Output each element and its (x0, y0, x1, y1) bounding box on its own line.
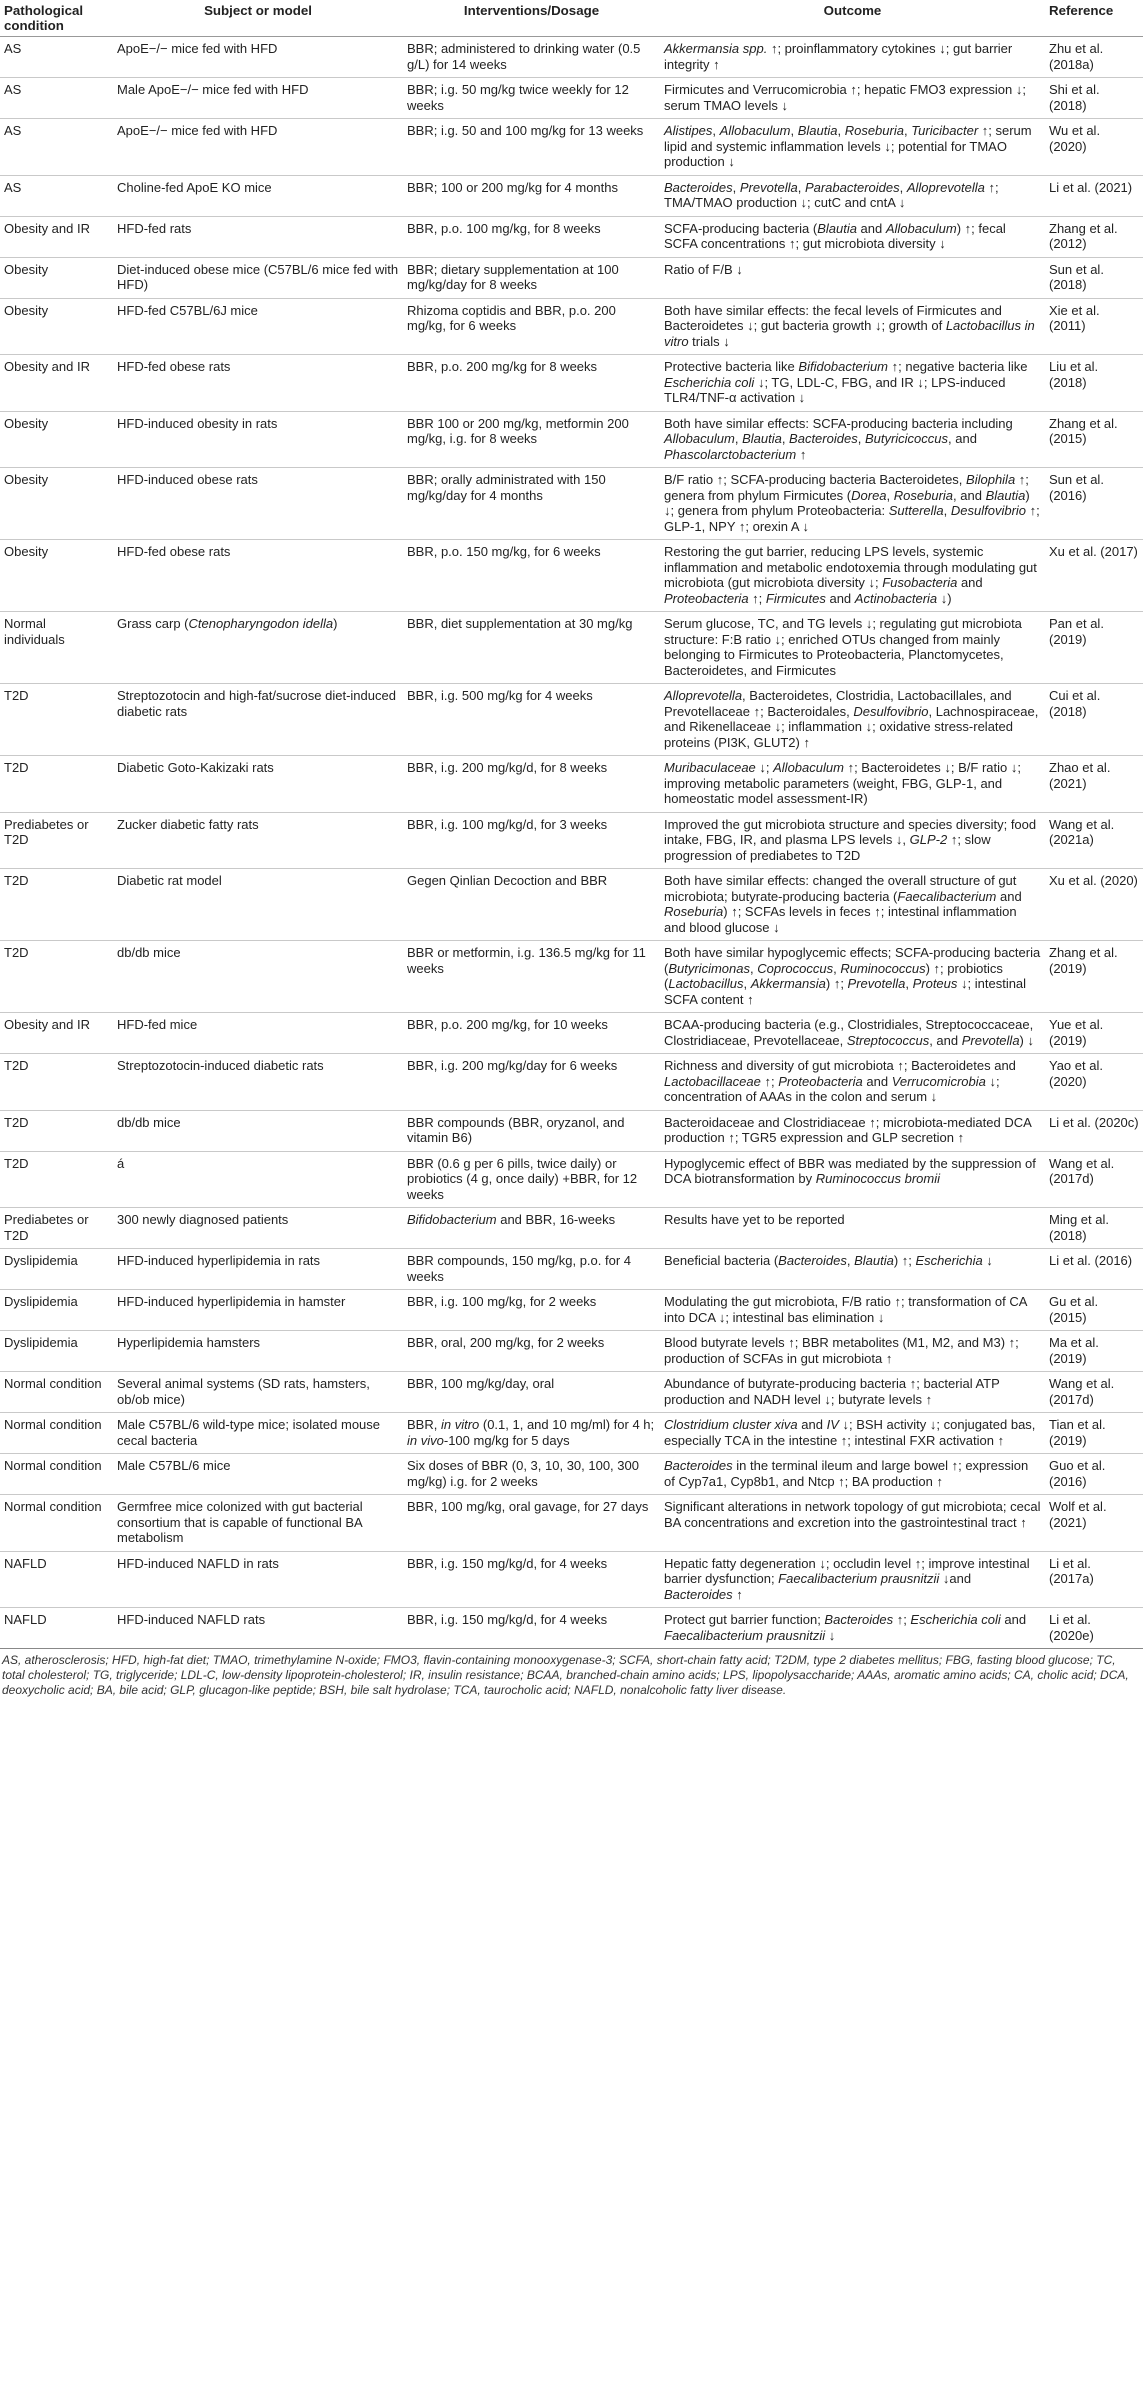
cell-outcome: Bacteroides in the terminal ileum and large bowel ↑; expression of Cyp7a1, Cyp8b1, and Ntcp ↑; BA production ↑ (664, 1458, 1029, 1489)
table-row (0, 1495, 1143, 1552)
cell-intervention: BBR; i.g. 50 and 100 mg/kg for 13 weeks (407, 123, 644, 138)
header-reference: Reference (1049, 3, 1114, 18)
cell-condition: Dyslipidemia (4, 1294, 78, 1309)
cell-condition: T2D (4, 1155, 29, 1171)
cell-subject: HFD-fed rats (117, 220, 192, 236)
table-row (0, 540, 1143, 612)
cell-intervention: BBR compounds (BBR, oryzanol, and vitamin B6) (407, 1114, 625, 1145)
table-row (0, 216, 1143, 257)
cell-outcome: Modulating the gut microbiota, F/B ratio ↑; transformation of CA into DCA ↓; intestinal bas elimination ↓ (664, 1294, 1027, 1325)
cell-condition: Obesity (4, 302, 49, 318)
cell-reference: Zhu et al. (2018a) (1049, 41, 1104, 72)
table-row (0, 1013, 1143, 1054)
cell-outcome: Protect gut barrier function; Bacteroides ↑; Escherichia coli and Faecalibacterium prausnitzii ↓ (664, 1612, 1027, 1643)
cell-subject: HFD-induced obesity in rats (117, 415, 278, 431)
cell-outcome: Alloprevotella, Bacteroidetes, Clostridia, Lactobacillales, and Prevotellaceae ↑; Bacteroidales, Desulfovibrio, Lachnospiraceae, and Rikenellaceae ↓; inflammation ↓; oxidative stress-related proteins (PI3K, GLUT2) ↑ (664, 688, 1039, 750)
table-row (0, 1208, 1143, 1249)
cell-condition: NAFLD (4, 1612, 47, 1627)
cell-condition: AS (4, 179, 22, 195)
cell-subject: 300 newly diagnosed patients (117, 1212, 289, 1227)
table-row (0, 1249, 1143, 1290)
cell-outcome: Firmicutes and Verrucomicrobia ↑; hepatic FMO3 expression ↓; serum TMAO levels ↓ (664, 82, 1026, 113)
cell-outcome: Abundance of butyrate-producing bacteria ↑; bacterial ATP production and NADH level ↓; butyrate levels ↑ (664, 1376, 1000, 1407)
cell-condition: T2D (4, 873, 29, 888)
cell-reference: Shi et al. (2018) (1049, 82, 1100, 113)
table-row (0, 869, 1143, 941)
table-row (0, 78, 1143, 119)
cell-subject: HFD-induced hyperlipidemia in rats (117, 1253, 321, 1268)
cell-reference: Tian et al. (2019) (1049, 1417, 1106, 1448)
cell-subject: Male C57BL/6 wild-type mice; isolated mouse cecal bacteria (117, 1417, 381, 1448)
cell-intervention: Gegen Qinlian Decoction and BBR (407, 873, 608, 888)
cell-intervention: Rhizoma coptidis and BBR, p.o. 200 mg/kg, for 6 weeks (407, 302, 616, 333)
table-row (0, 1290, 1143, 1331)
cell-outcome: Results have yet to be reported (664, 1212, 845, 1227)
cell-subject: Grass carp (Ctenopharyngodon idella) (117, 616, 338, 631)
cell-subject: HFD-fed C57BL/6J mice (117, 302, 258, 318)
table-row (0, 119, 1143, 176)
table-row (0, 468, 1143, 540)
cell-outcome: Richness and diversity of gut microbiota ↑; Bacteroidetes and Lactobacillaceae ↑; Proteobacteria and Verrucomicrobia ↓; concentration of AAAs in the colon and serum ↓ (664, 1058, 1016, 1104)
table-header (0, 0, 1143, 37)
cell-reference: Li et al. (2020c) (1049, 1114, 1139, 1130)
cell-reference: Wolf et al. (2021) (1049, 1499, 1107, 1530)
cell-condition: Obesity (4, 544, 49, 559)
cell-subject: db/db mice (117, 945, 181, 960)
cell-condition: Normal condition (4, 1458, 102, 1473)
cell-condition: Obesity (4, 415, 49, 431)
cell-subject: HFD-induced hyperlipidemia in hamster (117, 1294, 346, 1309)
cell-subject: Male ApoE−/− mice fed with HFD (117, 82, 309, 97)
cell-reference: Xie et al. (2011) (1049, 302, 1100, 333)
cell-subject: Several animal systems (SD rats, hamsters, ob/ob mice) (117, 1376, 370, 1407)
table-row (0, 941, 1143, 1013)
cell-reference: Li et al. (2020e) (1049, 1612, 1094, 1643)
cell-intervention: BBR, p.o. 100 mg/kg, for 8 weeks (407, 220, 601, 236)
table-row (0, 1331, 1143, 1372)
cell-condition: AS (4, 41, 22, 56)
cell-reference: Guo et al. (2016) (1049, 1458, 1106, 1489)
cell-subject: Diet-induced obese mice (C57BL/6 mice fed with HFD) (117, 261, 399, 292)
cell-subject: Germfree mice colonized with gut bacterial consortium that is capable of functional BA metabolism (117, 1499, 363, 1545)
cell-outcome: Clostridium cluster xiva and IV ↓; BSH activity ↓; conjugated bas, especially TCA in the intestine ↑; intestinal FXR activation ↑ (664, 1417, 1036, 1448)
cell-reference: Yao et al. (2020) (1049, 1058, 1103, 1089)
cell-subject: HFD-induced NAFLD rats (117, 1612, 266, 1627)
cell-condition: Obesity and IR (4, 220, 90, 236)
cell-subject: Streptozotocin and high-fat/sucrose diet-induced diabetic rats (117, 688, 396, 719)
cell-subject: Zucker diabetic fatty rats (117, 816, 259, 832)
cell-intervention: BBR, 100 mg/kg/day, oral (407, 1376, 555, 1391)
cell-condition: NAFLD (4, 1555, 47, 1571)
cell-intervention: Bifidobacterium and BBR, 16-weeks (407, 1212, 616, 1227)
header-outcome: Outcome (823, 3, 882, 18)
cell-intervention: BBR, in vitro (0.1, 1, and 10 mg/ml) for 4 h; in vivo-100 mg/kg for 5 days (407, 1417, 655, 1448)
table-row (0, 756, 1143, 813)
table-row (0, 612, 1143, 684)
cell-outcome: Bacteroidaceae and Clostridiaceae ↑; microbiota-mediated DCA production ↑; TGR5 expression and GLP secretion ↑ (664, 1114, 1032, 1145)
table-body (0, 37, 1143, 1649)
cell-intervention: BBR, i.g. 150 mg/kg/d, for 4 weeks (407, 1555, 608, 1571)
cell-outcome: Muribaculaceae ↓; Allobaculum ↑; Bacteroidetes ↓; B/F ratio ↓; improving metabolic parameters (weight, FBG, GLP-1, and homeostatic model assessment-IR) (664, 760, 1021, 806)
cell-intervention: BBR 100 or 200 mg/kg, metformin 200 mg/kg, i.g. for 8 weeks (407, 415, 629, 446)
cell-subject: Male C57BL/6 mice (117, 1458, 231, 1473)
cell-reference: Zhang et al. (2015) (1049, 415, 1118, 446)
cell-outcome: Both have similar effects: the fecal levels of Firmicutes and Bacteroidetes ↓; gut bacteria growth ↓; growth of Lactobacillus in vitro trials ↓ (664, 302, 1035, 349)
cell-subject: db/db mice (117, 1114, 181, 1130)
cell-subject: ApoE−/− mice fed with HFD (117, 123, 278, 138)
cell-condition: T2D (4, 760, 29, 775)
table-row (0, 1372, 1143, 1413)
cell-reference: Pan et al. (2019) (1049, 616, 1104, 647)
cell-condition: AS (4, 123, 22, 138)
table-row (0, 1551, 1143, 1608)
cell-outcome: Both have similar effects: changed the overall structure of gut microbiota; butyrate-producing bacteria (Faecalibacterium and Roseburia) ↑; SCFAs levels in feces ↑; intestinal inflammation and blood glucose ↓ (664, 873, 1022, 935)
cell-reference: Cui et al. (2018) (1049, 688, 1101, 719)
cell-intervention: BBR, i.g. 150 mg/kg/d, for 4 weeks (407, 1612, 608, 1627)
cell-condition: T2D (4, 1114, 29, 1130)
cell-subject: Hyperlipidemia hamsters (117, 1335, 261, 1350)
cell-outcome: Both have similar hypoglycemic effects; SCFA-producing bacteria (Butyricimonas, Coprococcus, Ruminococcus) ↑; probiotics (Lactobacillus, Akkermansia) ↑; Prevotella, Proteus ↓; intestinal SCFA content ↑ (664, 945, 1041, 1007)
cell-subject: HFD-induced NAFLD in rats (117, 1555, 279, 1571)
cell-intervention: BBR, p.o. 200 mg/kg, for 10 weeks (407, 1017, 608, 1032)
cell-condition: Prediabetes or T2D (4, 1212, 89, 1243)
table-row (0, 812, 1143, 869)
cell-reference: Zhang et al. (2019) (1049, 945, 1118, 976)
cell-outcome: Ratio of F/B ↓ (664, 261, 743, 277)
cell-subject: HFD-induced obese rats (117, 472, 258, 487)
cell-reference: Wu et al. (2020) (1049, 123, 1101, 154)
cell-condition: T2D (4, 945, 29, 960)
cell-intervention: BBR, oral, 200 mg/kg, for 2 weeks (407, 1335, 605, 1350)
cell-intervention: BBR or metformin, i.g. 136.5 mg/kg for 11 weeks (407, 945, 646, 976)
cell-subject: HFD-fed obese rats (117, 359, 231, 374)
cell-reference: Wang et al. (2021a) (1049, 816, 1115, 847)
cell-subject: á (117, 1155, 125, 1171)
cell-intervention: BBR; i.g. 50 mg/kg twice weekly for 12 weeks (407, 82, 629, 113)
cell-condition: T2D (4, 1058, 29, 1073)
cell-subject: Diabetic rat model (117, 873, 222, 888)
cell-reference: Zhang et al. (2012) (1049, 220, 1118, 251)
cell-reference: Ming et al. (2018) (1049, 1212, 1109, 1243)
table-row (0, 175, 1143, 216)
cell-intervention: BBR; 100 or 200 mg/kg for 4 months (407, 179, 618, 195)
cell-subject: Diabetic Goto-Kakizaki rats (117, 760, 274, 775)
cell-subject: Streptozotocin-induced diabetic rats (117, 1058, 324, 1073)
cell-reference: Sun et al. (2018) (1049, 261, 1104, 292)
cell-condition: Prediabetes or T2D (4, 816, 89, 847)
cell-outcome: Both have similar effects: SCFA-producing bacteria including Allobaculum, Blautia, Bacteroides, Butyricicoccus, and Phascolarctobacterium ↑ (664, 415, 1013, 462)
cell-subject: HFD-fed obese rats (117, 544, 231, 559)
table-row (0, 1454, 1143, 1495)
cell-reference: Li et al. (2016) (1049, 1253, 1133, 1268)
table-row (0, 1608, 1143, 1649)
cell-condition: Normal condition (4, 1499, 102, 1514)
cell-intervention: BBR; dietary supplementation at 100 mg/kg/day for 8 weeks (407, 261, 619, 292)
cell-intervention: BBR compounds, 150 mg/kg, p.o. for 4 weeks (407, 1253, 632, 1284)
cell-intervention: BBR, i.g. 200 mg/kg/d, for 8 weeks (407, 760, 608, 775)
cell-outcome: Improved the gut microbiota structure and species diversity; food intake, FBG, IR, and plasma LPS levels ↓, GLP-2 ↑; slow progression of prediabetes to T2D (664, 816, 1037, 863)
cell-condition: Obesity and IR (4, 359, 90, 374)
cell-outcome: SCFA-producing bacteria (Blautia and Allobaculum) ↑; fecal SCFA concentrations ↑; gut microbiota diversity ↓ (664, 220, 1006, 251)
cell-outcome: Beneficial bacteria (Bacteroides, Blautia) ↑; Escherichia ↓ (664, 1253, 993, 1268)
cell-outcome: BCAA-producing bacteria (e.g., Clostridiales, Streptococcaceae, Clostridiaceae, Prevotellaceae, Streptococcus, and Prevotella) ↓ (664, 1017, 1034, 1048)
cell-intervention: BBR, i.g. 100 mg/kg/d, for 3 weeks (407, 816, 608, 832)
cell-intervention: BBR; orally administrated with 150 mg/kg/day for 4 months (407, 472, 606, 503)
header-pathological-condition: Pathological condition (4, 3, 84, 33)
cell-condition: Dyslipidemia (4, 1253, 78, 1268)
cell-intervention: BBR (0.6 g per 6 pills, twice daily) or probiotics (4 g, once daily) +BBR, for 12 weeks (407, 1155, 638, 1202)
cell-condition: Normal condition (4, 1376, 102, 1391)
cell-intervention: BBR; administered to drinking water (0.5 g/L) for 14 weeks (407, 41, 641, 72)
cell-reference: Li et al. (2021) (1049, 179, 1133, 195)
cell-outcome: Hepatic fatty degeneration ↓; occludin level ↑; improve intestinal barrier dysfunction; Faecalibacterium prausnitzii ↓and Bacteroides ↑ (664, 1555, 1030, 1602)
cell-condition: T2D (4, 688, 29, 703)
cell-intervention: BBR, p.o. 200 mg/kg for 8 weeks (407, 359, 598, 374)
cell-outcome: Restoring the gut barrier, reducing LPS levels, systemic inflammation and metabolic endotoxemia through modulating gut microbiota (gut microbiota diversity ↓; Fusobacteria and Proteobacteria ↑; Firmicutes and Actinobacteria ↓) (664, 544, 1037, 606)
cell-reference: Li et al. (2017a) (1049, 1555, 1094, 1586)
cell-condition: Obesity (4, 472, 49, 487)
cell-intervention: BBR, i.g. 200 mg/kg/day for 6 weeks (407, 1058, 618, 1073)
table-row (0, 411, 1143, 468)
cell-condition: Normal individuals (4, 616, 65, 647)
cell-outcome: Bacteroides, Prevotella, Parabacteroides, Alloprevotella ↑; TMA/TMAO production ↓; cutC and cntA ↓ (664, 179, 999, 210)
table-row (0, 37, 1143, 78)
cell-outcome: B/F ratio ↑; SCFA-producing bacteria Bacteroidetes, Bilophila ↑; genera from phylum Firmicutes (Dorea, Roseburia, and Blautia) ↓; genera from phylum Proteobacteria: Sutterella, Desulfovibrio ↑; GLP-1, NPY ↑; orexin A ↓ (664, 472, 1040, 534)
cell-reference: Sun et al. (2016) (1049, 472, 1104, 503)
cell-outcome: Blood butyrate levels ↑; BBR metabolites (M1, M2, and M3) ↑; production of SCFAs in gut microbiota ↑ (664, 1335, 1019, 1366)
table-row (0, 355, 1143, 412)
header-interventions-dosage: Interventions/Dosage (463, 3, 600, 18)
cell-condition: Dyslipidemia (4, 1335, 78, 1350)
cell-outcome: Protective bacteria like Bifidobacterium ↑; negative bacteria like Escherichia coli ↓; TG, LDL-C, FBG, and IR ↓; LPS-induced TLR4/TNF-α activation ↓ (664, 359, 1028, 405)
cell-reference: Yue et al. (2019) (1049, 1017, 1104, 1048)
cell-intervention: BBR, i.g. 100 mg/kg, for 2 weeks (407, 1294, 597, 1309)
cell-reference: Zhao et al. (2021) (1049, 760, 1111, 791)
cell-intervention: BBR, diet supplementation at 30 mg/kg (407, 616, 633, 631)
cell-reference: Ma et al. (2019) (1049, 1335, 1099, 1366)
cell-reference: Liu et al. (2018) (1049, 359, 1099, 390)
cell-outcome: Significant alterations in network topology of gut microbiota; cecal BA concentrations and excretion into the gastrointestinal tract ↑ (664, 1499, 1041, 1530)
cell-subject: ApoE−/− mice fed with HFD (117, 41, 278, 56)
cell-reference: Wang et al. (2017d) (1049, 1376, 1115, 1407)
cell-outcome: Serum glucose, TC, and TG levels ↓; regulating gut microbiota structure: F:B ratio ↓; enriched OTUs changed from mainly belonging to Firmicutes to Proteobacteria, Planctomycetes, Bacteroidetes, and Firmicutes (664, 616, 1022, 678)
table-row (0, 684, 1143, 756)
cell-outcome: Hypoglycemic effect of BBR was mediated by the suppression of DCA biotransformation by Ruminococcus bromii (664, 1155, 1036, 1186)
cell-outcome: Akkermansia spp. ↑; proinflammatory cytokines ↓; gut barrier integrity ↑ (664, 41, 1013, 72)
cell-condition: Obesity (4, 261, 49, 277)
table-footnote: AS, atherosclerosis; HFD, high-fat diet; TMAO, trimethylamine N-oxide; FMO3, flavin-containing monooxygenase-3; SCFA, short-chain fatty acid; T2DM, type 2 diabetes mellitus; FBG, fasting blood glucose; TC, total cholesterol; TG, triglyceride; LDL-C, low-density lipoprotein-cholesterol; IR, insulin resistance; BCAA, branched-chain amino acids; LPS, lipopolysaccharide; AAAs, aromatic amino acids; CA, cholic acid; DCA, deoxycholic acid; BA, bile acid; GLP, glucagon-like peptide; BSH, bile salt hydrolase; TCA, taurocholic acid; NAFLD, nonalcoholic fatty liver disease. (2, 1653, 1129, 1697)
table-row (0, 257, 1143, 298)
table-row (0, 298, 1143, 355)
cell-intervention: BBR, 100 mg/kg, oral gavage, for 27 days (407, 1499, 649, 1514)
cell-condition: Normal condition (4, 1417, 102, 1432)
cell-outcome: Alistipes, Allobaculum, Blautia, Roseburia, Turicibacter ↑; serum lipid and systemic inflammation levels ↓; potential for TMAO production ↓ (664, 123, 1032, 169)
cell-reference: Gu et al. (2015) (1049, 1294, 1099, 1325)
header-subject-or-model: Subject or model (204, 3, 312, 18)
cell-intervention: BBR, i.g. 500 mg/kg for 4 weeks (407, 688, 593, 703)
table-row (0, 1054, 1143, 1111)
header-row (0, 0, 1143, 37)
cell-intervention: Six doses of BBR (0, 3, 10, 30, 100, 300 mg/kg) i.g. for 2 weeks (407, 1458, 639, 1489)
cell-reference: Wang et al. (2017d) (1049, 1155, 1115, 1186)
cell-subject: Choline-fed ApoE KO mice (117, 179, 272, 195)
cell-condition: AS (4, 82, 22, 97)
table-row (0, 1151, 1143, 1208)
cell-condition: Obesity and IR (4, 1017, 90, 1032)
cell-reference: Xu et al. (2020) (1049, 873, 1138, 888)
cell-intervention: BBR, p.o. 150 mg/kg, for 6 weeks (407, 544, 601, 559)
table-row (0, 1110, 1143, 1151)
cell-subject: HFD-fed mice (117, 1017, 198, 1032)
cell-reference: Xu et al. (2017) (1049, 544, 1138, 559)
table-row (0, 1413, 1143, 1454)
